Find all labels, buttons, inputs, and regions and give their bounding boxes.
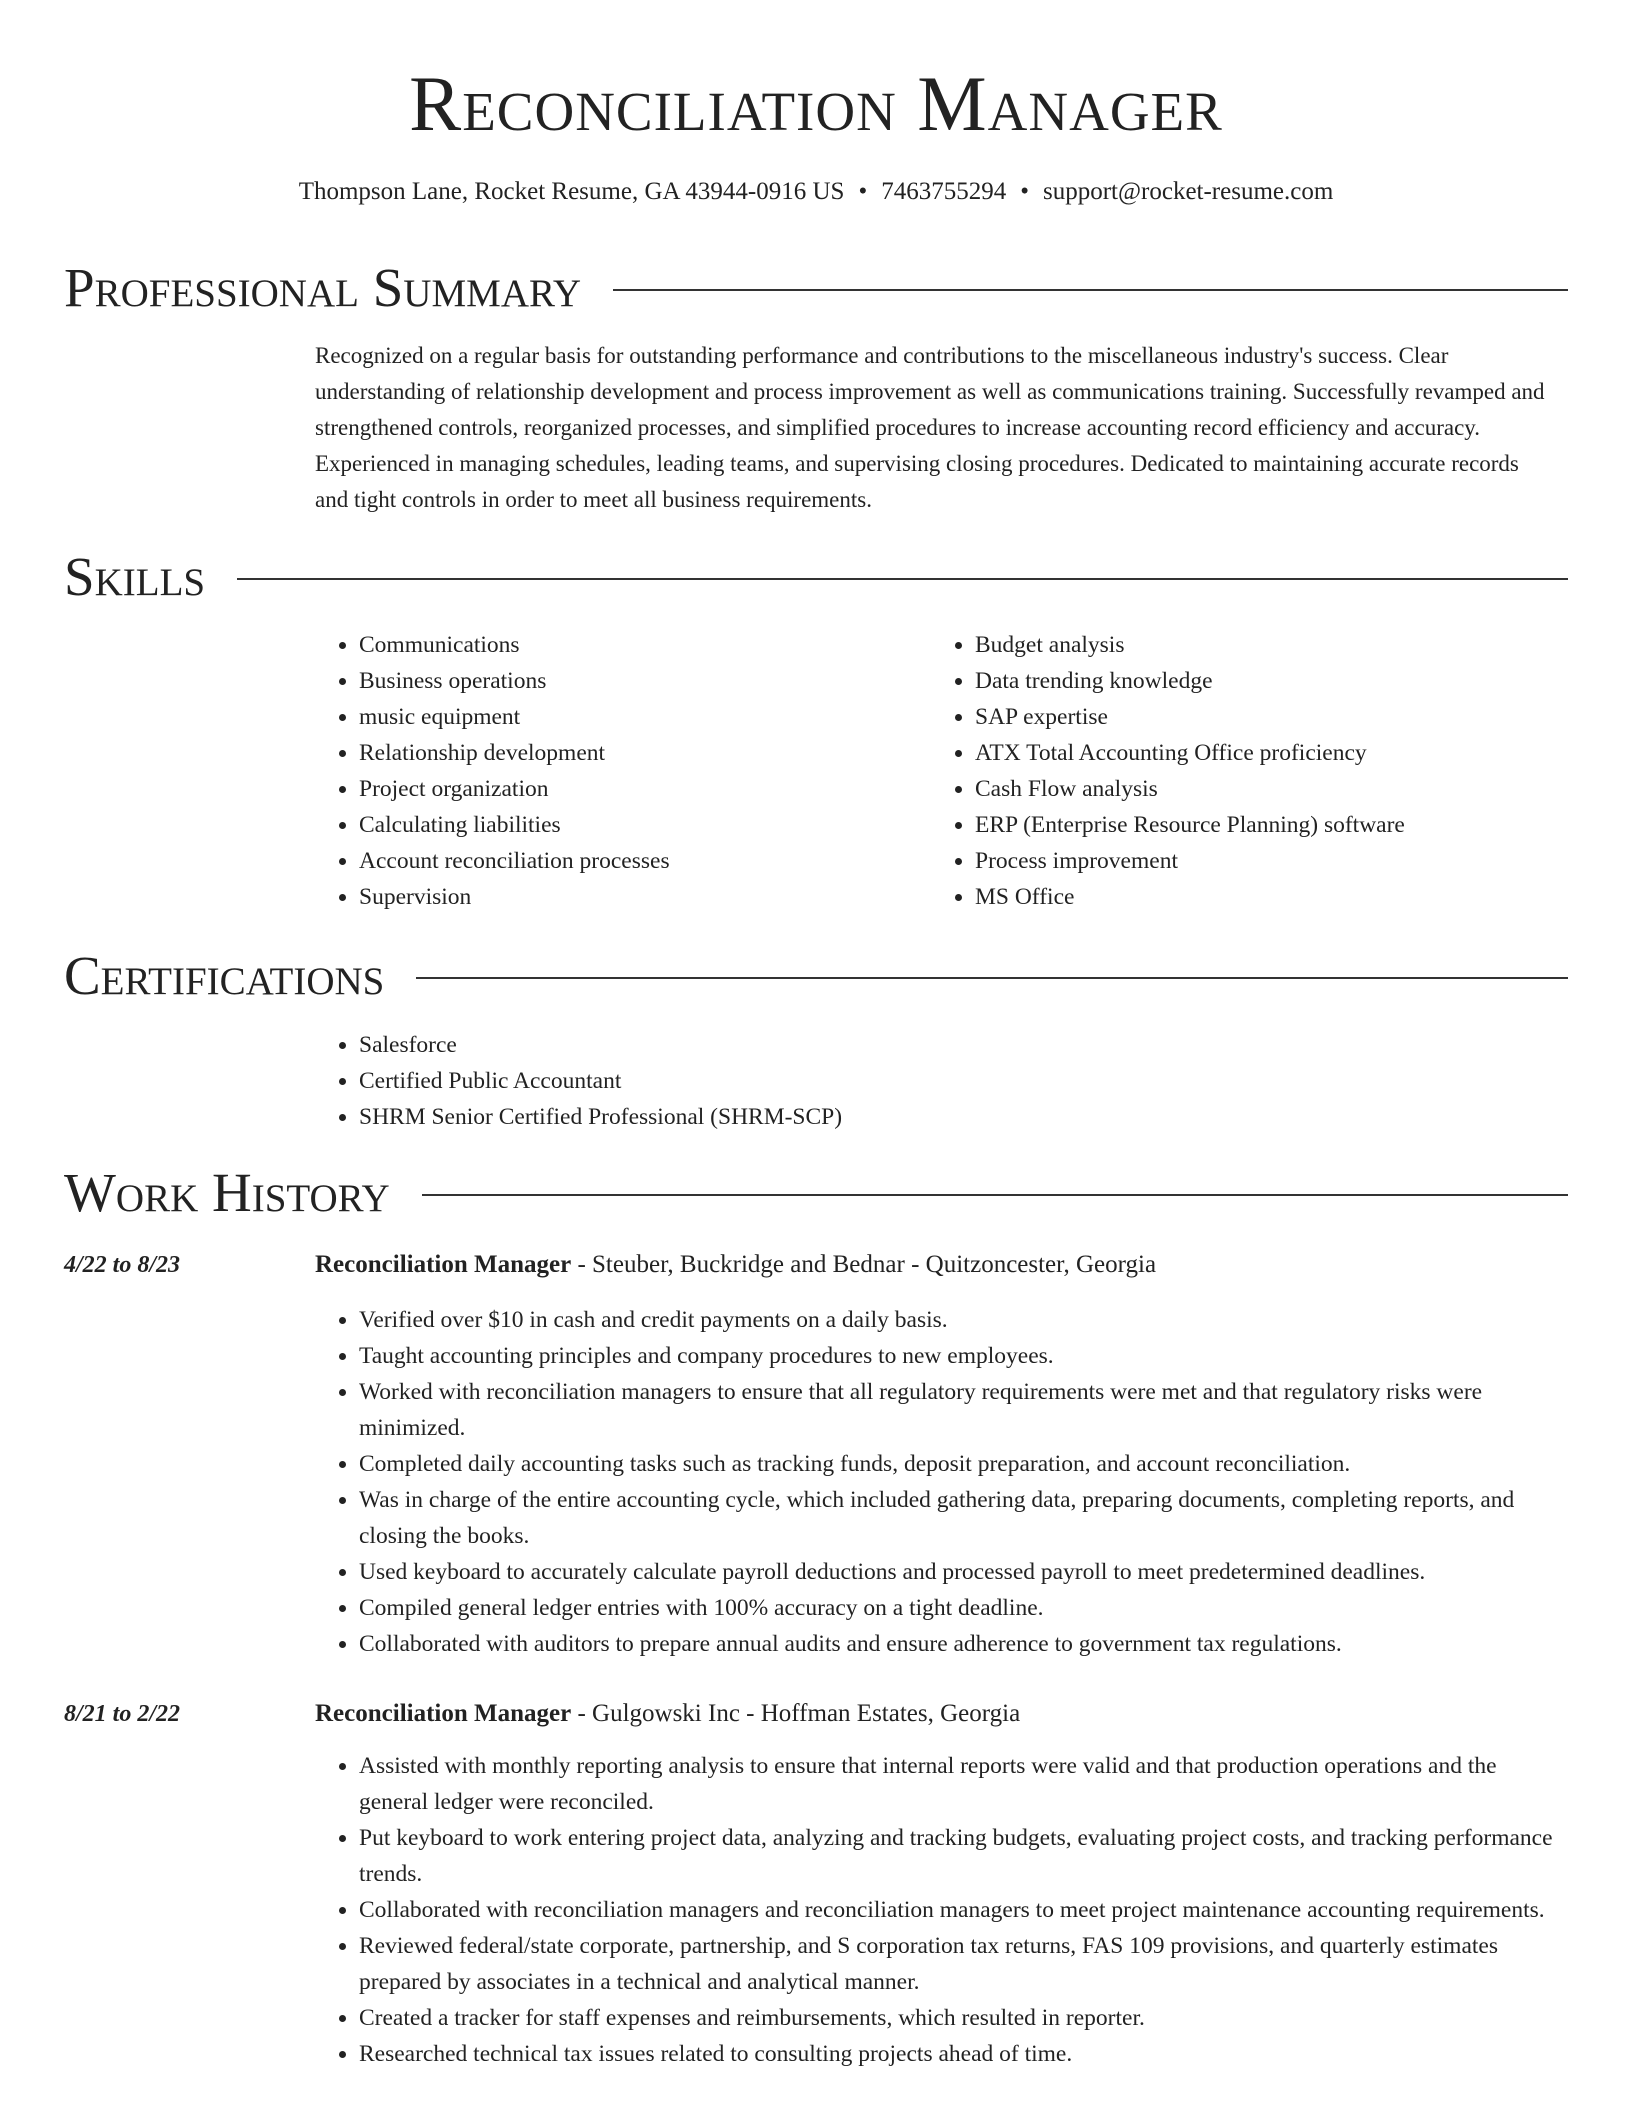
section-divider xyxy=(416,977,1568,979)
section-title-summary: Professional Summary xyxy=(64,257,582,318)
skills-list xyxy=(315,627,915,915)
summary-paragraph: Recognized on a regular basis for outstanding performance and contributions to the miscellaneous industry's success. Clear understanding of relationship development and process improvement as well as communications training. Successfully revamped and strengthened controls, reorganized processes, and simplified procedures to increase accounting record efficiency and accuracy. Experienced in managing schedules, leading teams, and supervising closing procedures. Dedicated to maintaining accurate records and tight controls in order to meet all business requirements. xyxy=(315,343,1545,512)
section-header-work-history xyxy=(64,1161,1568,1225)
list-item: • Created a tracker for staff expenses and reimbursements, which resulted in reporter. xyxy=(359,2000,1565,2036)
contact-email: support@rocket-resume.com xyxy=(1043,178,1334,205)
section-title-skills: Skills xyxy=(64,546,206,607)
list-item: • MS Office xyxy=(975,879,1571,915)
list-item: • Project organization xyxy=(359,771,915,807)
list-item: • Cash Flow analysis xyxy=(975,771,1571,807)
list-item: • Taught accounting principles and company procedures to new employees. xyxy=(359,1338,1565,1374)
skills-column-right xyxy=(931,627,1571,915)
list-item: • Assisted with monthly reporting analysis to ensure that internal reports were valid and that production operations and the general ledger were reconciled. xyxy=(359,1748,1565,1820)
section-title-certifications: Certifications xyxy=(64,945,385,1006)
contact-address: Thompson Lane, Rocket Resume, GA 43944-0916 US xyxy=(298,178,845,205)
list-item: • Process improvement xyxy=(975,843,1571,879)
job-responsibilities xyxy=(315,1748,1565,2072)
list-item: • Was in charge of the entire accounting cycle, which included gathering data, preparing documents, completing reports, and closing the books. xyxy=(359,1482,1565,1554)
section-header-summary xyxy=(64,256,1568,320)
job-dates: 4/22 to 8/23 xyxy=(64,1252,181,1278)
list-item: • Data trending knowledge xyxy=(975,663,1571,699)
skills-column-left xyxy=(315,627,915,915)
contact-line xyxy=(0,176,1632,208)
list-item: • ATX Total Accounting Office proficiency xyxy=(975,735,1571,771)
list-item: • music equipment xyxy=(359,699,915,735)
contact-separator: • xyxy=(858,178,868,205)
resume-name: Reconciliation Manager xyxy=(409,60,1223,147)
list-item: • SAP expertise xyxy=(975,699,1571,735)
list-item: • SHRM Senior Certified Professional (SHRM-SCP) xyxy=(359,1099,1315,1135)
job-heading xyxy=(315,1249,1156,1281)
list-item: • Certified Public Accountant xyxy=(359,1063,1315,1099)
list-item: • Researched technical tax issues related to consulting projects ahead of time. xyxy=(359,2036,1565,2072)
certifications-list xyxy=(315,1027,1315,1135)
list-item: • Relationship development xyxy=(359,735,915,771)
job-dates: 8/21 to 2/22 xyxy=(64,1701,181,1727)
contact-separator: • xyxy=(1020,178,1029,205)
list-item: • Put keyboard to work entering project data, analyzing and tracking budgets, evaluating project costs, and tracking performance trends. xyxy=(359,1820,1565,1892)
list-item: • Collaborated with auditors to prepare annual audits and ensure adherence to government tax regulations. xyxy=(359,1626,1565,1662)
list-item: • Salesforce xyxy=(359,1027,1315,1063)
section-divider xyxy=(422,1194,1568,1196)
job-bullets xyxy=(315,1748,1565,2072)
section-header-skills xyxy=(64,545,1568,609)
job-employer: - Steuber, Buckridge and Bednar - Quitzoncester, Georgia xyxy=(571,1251,1157,1278)
list-item: • Budget analysis xyxy=(975,627,1571,663)
job-heading xyxy=(315,1698,1020,1730)
skills-list xyxy=(931,627,1571,915)
job-responsibilities xyxy=(315,1302,1565,1662)
list-item: • Collaborated with reconciliation managers and reconciliation managers to meet project maintenance accounting requirements. xyxy=(359,1892,1565,1928)
list-item: • Compiled general ledger entries with 100% accuracy on a tight deadline. xyxy=(359,1590,1565,1626)
list-item: • Communications xyxy=(359,627,915,663)
job-title: Reconciliation Manager xyxy=(315,1251,572,1278)
contact-phone: 7463755294 xyxy=(881,178,1007,205)
list-item: • Account reconciliation processes xyxy=(359,843,915,879)
section-title-work-history: Work History xyxy=(64,1162,390,1223)
section-divider xyxy=(613,289,1568,291)
list-item: • Reviewed federal/state corporate, partnership, and S corporation tax returns, FAS 109 provisions, and quarterly estimates prepared by associates in a technical and analytical manner. xyxy=(359,1928,1565,2000)
list-item: • Completed daily accounting tasks such as tracking funds, deposit preparation, and account reconciliation. xyxy=(359,1446,1565,1482)
section-header-certifications xyxy=(64,944,1568,1008)
list-item: • Verified over $10 in cash and credit payments on a daily basis. xyxy=(359,1302,1565,1338)
list-item: • Business operations xyxy=(359,663,915,699)
job-bullets xyxy=(315,1302,1565,1662)
list-item: • Calculating liabilities xyxy=(359,807,915,843)
list-item: • ERP (Enterprise Resource Planning) software xyxy=(975,807,1571,843)
job-employer: - Gulgowski Inc - Hoffman Estates, Georgia xyxy=(571,1700,1021,1727)
section-divider xyxy=(237,578,1568,580)
list-item: • Worked with reconciliation managers to ensure that all regulatory requirements were met and that regulatory risks were minimized. xyxy=(359,1374,1565,1446)
certifications-block xyxy=(315,1027,1315,1135)
list-item: • Supervision xyxy=(359,879,915,915)
list-item: • Used keyboard to accurately calculate payroll deductions and processed payroll to meet predetermined deadlines. xyxy=(359,1554,1565,1590)
job-title: Reconciliation Manager xyxy=(315,1700,572,1727)
